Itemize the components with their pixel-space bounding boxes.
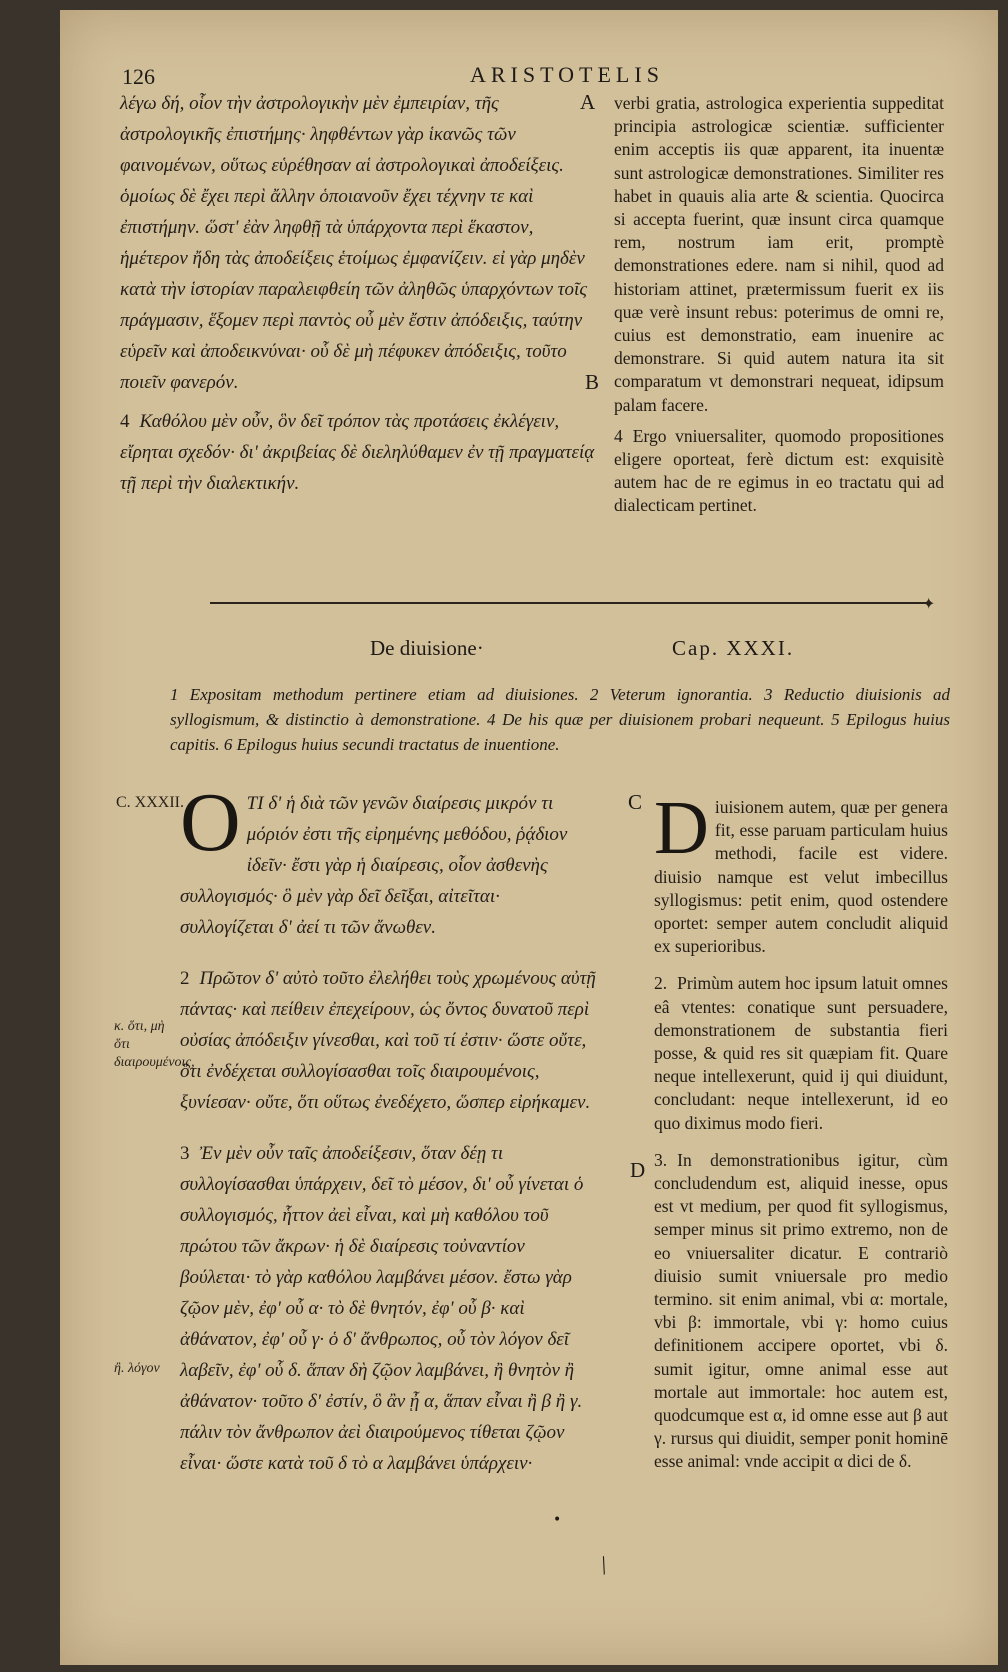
para-number: 3 xyxy=(180,1143,190,1164)
top-latin-para-2 xyxy=(614,425,944,518)
body-latin-para-1 xyxy=(654,786,948,958)
body-greek-para-1 xyxy=(180,776,598,943)
para-number: 4 xyxy=(120,411,130,432)
footer-dot: • xyxy=(553,1512,562,1528)
body-greek-para-2-text: Πρῶτον δ' αὐτὸ τοῦτο ἐλελήθει τοὺς χρωμένους αὐτῇ πάντας· καὶ πείθειν ἐπεχείρουν, ὡς ὄντος δυνατοῦ περὶ οὐσίας ἀπόδειξιν γίνεσθαι, καὶ τοῦ τί ἐστιν· ὥστε οὔτε, ὅτι ἐνδέχεται συλλογίσασθαι τοῖς διαιρουμένοις, ξυνίεσαν· οὔτε, ὅτι οὕτως ἐνεδέχετο, ὥσπερ εἰρήκαμεν. xyxy=(180,968,596,1113)
para-number: 4 xyxy=(614,425,623,446)
body-latin-para-1-text: iuisionem autem, quæ per genera fit, esse paruam particulam huius methodi, facile est videre. diuisio namque est velut imbecillus syllogismus: petit enim, quod ostendere oportet: semper autem concludit aliquid ex superioribus. xyxy=(654,797,948,957)
body-greek-column xyxy=(180,776,598,1487)
ink-mark: ╱ xyxy=(596,1556,612,1576)
body-greek-para-3-text: Ἐν μὲν οὖν ταῖς ἀποδείξεσιν, ὅταν δέῃ τι συλλογίσασθαι ὑπάρχειν, δεῖ τὸ μέσον, δι' οὗ γίνεται ὁ συλλογισμός, ἧττον ἀεὶ εἶναι, καὶ μὴ καθόλου τοῦ πρώτου τῶν ἄκρων· ἡ δὲ διαίρεσις τοὐναντίον βούλεται· τὸ γὰρ καθόλου λαμβάνει μέσον. ἔστω γὰρ ζῷον μὲν, ἐφ' οὗ α· τὸ δὲ θνητόν, ἐφ' οὗ β· καὶ ἀθάνατον, ἐφ' οὗ γ· ὁ δ' ἄνθρωπος, οὗ τὸν λόγον δεῖ λαβεῖν, ἐφ' οὗ δ. ἅπαν δὴ ζῷον λαμβάνει, ἢ θνητὸν ἢ ἀθάνατον· τοῦτο δ' ἐστίν, ὃ ἂν ᾖ α, ἅπαν εἶναι ἢ β ἢ γ. πάλιν τὸν ἄνθρωπον ἀεὶ διαιρούμενος τίθεται ζῷον εἶναι· ὥστε κατὰ τοῦ δ τὸ α λαμβάνει ὑπάρχειν· xyxy=(180,1143,584,1474)
margin-letter-d: D xyxy=(630,1158,646,1182)
chapter-label: Cap. XXXI. xyxy=(672,636,795,660)
body-latin-para-2-text: Primùm autem hoc ipsum latuit omnes eâ vtentes: conatique sunt persuadere, demonstrationem de substantia fieri posse, & quid res sit quæpiam fit. Quare neque intellexerunt, quid ij qui diuidunt, concludant: neque intellexerunt, id eo quo diximus modo fieri. xyxy=(654,973,948,1133)
page-number: 126 xyxy=(122,64,155,89)
top-latin-column xyxy=(614,92,944,526)
running-title: ARISTOTELIS xyxy=(470,62,664,87)
top-greek-column xyxy=(120,88,598,507)
margin-letter-c: C xyxy=(628,790,643,814)
body-latin-para-2 xyxy=(654,972,948,1134)
top-greek-para-1: λέγω δή, οἷον τὴν ἀστρολογικὴν μὲν ἐμπειρίαν, τῆς ἀστρολογικῆς ἐπιστήμης· ληφθέντων γὰρ ἱκανῶς τῶν φαινομένων, οὕτως εὑρέθησαν αἱ ἀστρολογικαὶ ἀποδείξεις. ὁμοίως δὲ ἔχει περὶ ἄλλην ὁποιανοῦν ἔχει τέχνην τε καὶ ἐπιστήμην. ὥστ' ἐὰν ληφθῇ τὰ ὑπάρχοντα περὶ ἕκαστον, ἡμέτερον ἤδη τὰς ἀποδείξεις ἑτοίμως ἐμφανίζειν. εἰ γὰρ μηδὲν κατὰ τὴν ἱστορίαν παραλειφθείη τῶν ἀληθῶς ὑπαρχόντων τοῖς πράγμασιν, ἕξομεν περὶ παντὸς οὗ μὲν ἔστιν ἀπόδειξις, ταύτην εὑρεῖν καὶ ἀποδεικνύναι· οὗ δὲ μὴ πέφυκεν ἀπόδειξις, τοῦτο ποιεῖν φανερόν. xyxy=(120,93,588,393)
body-greek-para-2 xyxy=(180,963,598,1118)
top-greek-para-2 xyxy=(120,406,598,499)
top-greek-para-2-text: Καθόλου μὲν οὖν, ὃν δεῖ τρόπον τὰς προτάσεις ἐκλέγειν, εἴρηται σχεδόν· δι' ἀκριβείας δὲ διεληλύθαμεν ἐν τῇ πραγματείᾳ τῇ περὶ τὴν διαλεκτικήν. xyxy=(120,411,595,494)
margin-note-variant-2: ἢ. λόγον xyxy=(114,1361,160,1376)
chapter-margin-label: C. XXXII. xyxy=(116,794,184,811)
section-divider-rule xyxy=(210,602,930,604)
top-latin-para-1: verbi gratia, astrologica experientia suppeditat principia astrologicæ scientiæ. sufficienter enim acceptis iis quæ apparent, ita inuentæ sunt astrologicæ demonstrationes. Similiter res habet in quauis alia arte & scientia. Quocirca si accepta fuerint, quæ insunt circa quamque rem, nostrum iam erit, promptè demonstrationes edere. nam si nihil, quod ad historiam attinet, prætermissum fuerit ex iis quæ verè insunt rebus: poterimus de omni re, cuius est demonstratio, eam inuenire ac demonstrare. Si quid autem natura ita sit comparatum vt demonstrari nequeat, idipsum palam facere. xyxy=(614,93,944,415)
body-latin-column xyxy=(654,786,948,1482)
body-greek-para-3 xyxy=(180,1138,598,1479)
drop-cap-greek: O xyxy=(180,776,241,869)
section-title: De diuisione· xyxy=(370,636,484,660)
chapter-summary: 1 Expositam methodum pertinere etiam ad diuisiones. 2 Veterum ignorantia. 3 Reductio diuisionis ad syllogismum, & distinctio à demonstratione. 4 De his quæ per diuisionem probari nequeunt. 5 Epilogus huius capitis. 6 Epilogus huius secundi tractatus de inuentione. xyxy=(170,685,950,754)
drop-cap-latin: D xyxy=(654,786,709,870)
body-latin-para-3-text: In demonstrationibus igitur, cùm concludendum est, aliquid inesse, opus est vt medium, per quod fit syllogismus, semper minus sit primo extremo, non de eo vniuersaliter dicatur. E contrariò diuisio sumit vniuersale pro medio termino. sit enim animal, vbi α: mortale, vbi β: immortale, vbi γ: homo cuius definitionem accipere oportet, vbi δ. sumit igitur, omne animal esse aut mortale aut immortale: hoc autem est, quodcumque est α, id omne esse aut β aut γ. rursus qui diuidit, semper ponit hominē esse animal: vnde accipit α dici de δ. xyxy=(654,1149,948,1472)
para-number: 2. xyxy=(654,973,668,994)
margin-letter-b: B xyxy=(585,370,600,394)
divider-ornament: ✦ xyxy=(922,594,936,613)
top-latin-para-2-text: Ergo vniuersaliter, quomodo propositiones eligere oporteat, ferè dictum est: exquisitè autem hac de re egimus in eo tractatu qui ad dialecticam pertinet. xyxy=(614,425,944,516)
para-number: 2 xyxy=(180,968,190,989)
para-number: 3. xyxy=(654,1149,668,1170)
body-greek-para-1-text: ΤΙ δ' ἡ διὰ τῶν γενῶν διαίρεσις μικρόν τι μόριόν ἐστι τῆς εἰρημένης μεθόδου, ῥᾴδιον ἰδεῖν· ἔστι γὰρ ἡ διαίρεσις, οἷον ἀσθενὴς συλλογισμός· ὃ μὲν γὰρ δεῖ δεῖξαι, αἰτεῖται· συλλογίζεται δ' ἀεί τι τῶν ἄνωθεν. xyxy=(180,793,568,938)
margin-letter-a: A xyxy=(580,90,596,114)
margin-note-variant-1: κ. ὅτι, μὴ ὅτι διαιρουμένοις, xyxy=(114,1019,195,1070)
body-latin-para-3 xyxy=(654,1149,948,1474)
page-header xyxy=(60,52,998,92)
book-page xyxy=(60,10,998,1665)
